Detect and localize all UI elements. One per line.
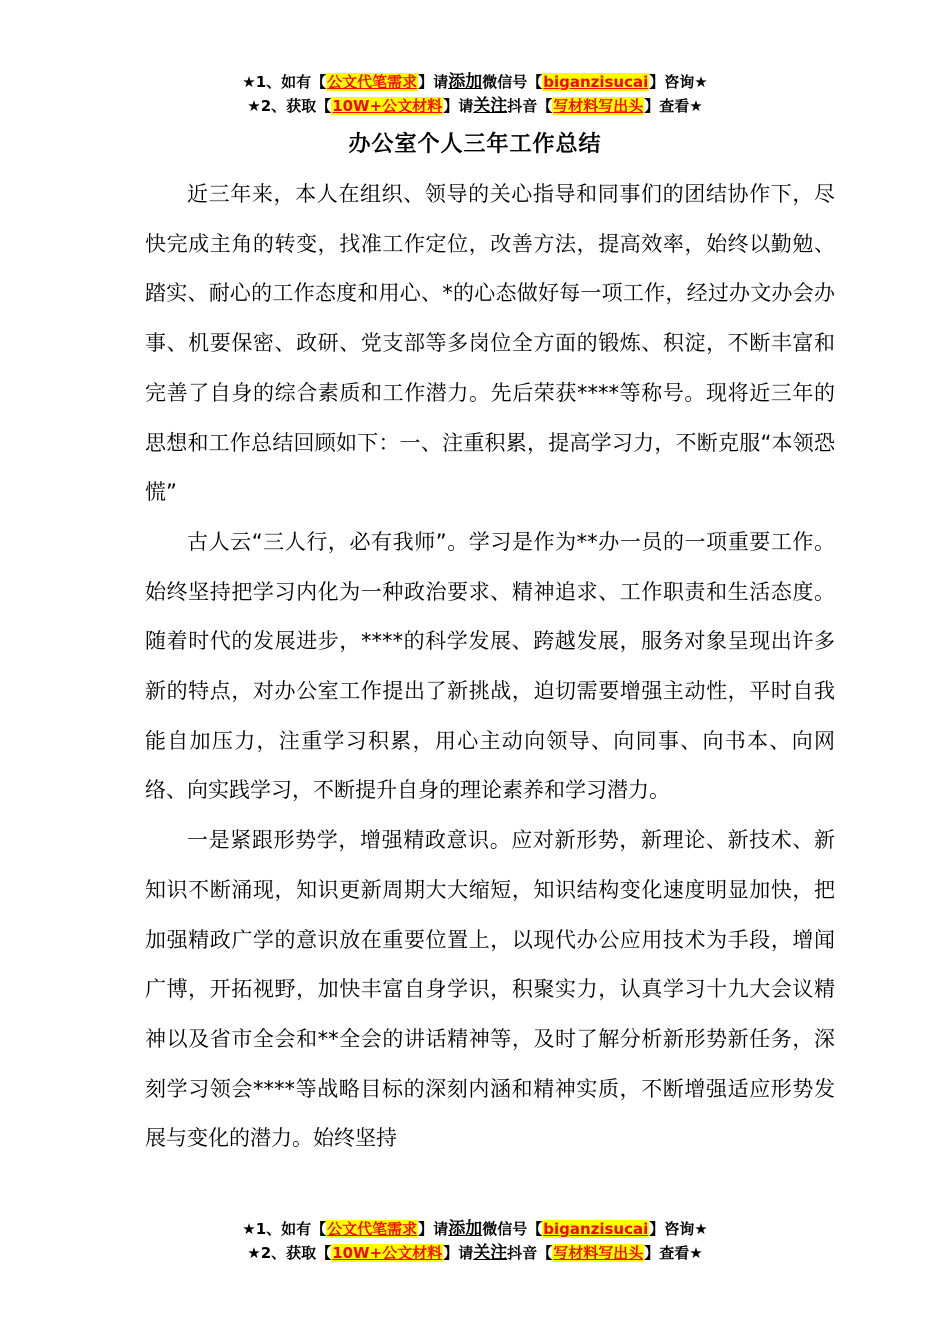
promo-line-2 — [0, 94, 950, 118]
promo-wechat-id: biganzisucai — [543, 73, 649, 91]
bottom-promo-banner — [0, 1217, 950, 1265]
promo-wechat-id: biganzisucai — [543, 1220, 649, 1238]
promo-text: 】请 — [418, 73, 449, 91]
promo-text: 】查看★ — [644, 1244, 703, 1262]
promo-douyin-id: 写材料写出头 — [553, 1244, 644, 1262]
top-promo-banner — [0, 70, 950, 118]
promo-text: 】查看★ — [644, 97, 703, 115]
promo-text: 微信号【 — [482, 1220, 543, 1238]
promo-highlight: 公文代笔需求 — [327, 1220, 418, 1238]
promo-line-1 — [0, 70, 950, 94]
paragraph: 古人云“三人行，必有我师”。学习是作为**办一员的一项重要工作。始终坚持把学习内化为一种政治要求、精神追求、工作职责和生活态度。随着时代的发展进步，****的科学发展、跨越发展，服务对象呈现出许多新的特点，对办公室工作提出了新挑战，迫切需要增强主动性，平时自我能自加压力，注重学习积累，用心主动向领导、向同事、向书本、向网络、向实践学习，不断提升自身的理论素养和学习潜力。 — [145, 529, 835, 803]
promo-text: ★1、如有【 — [242, 73, 327, 91]
promo-highlight: 公文代笔需求 — [327, 73, 418, 91]
promo-emphasis: 添加 — [448, 72, 483, 92]
promo-highlight: 10W+公文材料 — [332, 97, 443, 115]
document-body — [145, 170, 835, 1164]
promo-text: 抖音【 — [507, 97, 553, 115]
promo-text: 】咨询★ — [649, 73, 708, 91]
document-title: 办公室个人三年工作总结 — [348, 132, 602, 157]
promo-text: 抖音【 — [507, 1244, 553, 1262]
paragraph: 近三年来，本人在组织、领导的关心指导和同事们的团结协作下，尽快完成主角的转变，找准工作定位，改善方法，提高效率，始终以勤勉、踏实、耐心的工作态度和用心、*的心态做好每一项工作，经过办文办会办事、机要保密、政研、党支部等多岗位全方面的锻炼、积淀，不断丰富和完善了自身的综合素质和工作潜力。先后荣获****等称号。现将近三年的思想和工作总结回顾如下：一、注重积累，提高学习力，不断克服“本领恐慌” — [145, 182, 835, 505]
promo-line-1 — [0, 1217, 950, 1241]
promo-text: 微信号【 — [482, 73, 543, 91]
promo-highlight: 10W+公文材料 — [332, 1244, 443, 1262]
promo-text: ★2、获取【 — [247, 1244, 332, 1262]
paragraph: 一是紧跟形势学，增强精政意识。应对新形势，新理论、新技术、新知识不断涌现，知识更新周期大大缩短，知识结构变化速度明显加快，把加强精政广学的意识放在重要位置上，以现代办公应用技术为手段，增闻广博，开拓视野，加快丰富自身学识，积聚实力，认真学习十九大会议精神以及省市全会和**全会的讲话精神等，及时了解分析新形势新任务，深刻学习领会****等战略目标的深刻内涵和精神实质，不断增强适应形势发展与变化的潜力。始终坚持 — [145, 828, 835, 1151]
promo-line-2 — [0, 1241, 950, 1265]
promo-text: ★1、如有【 — [242, 1220, 327, 1238]
promo-text: 】请 — [443, 97, 474, 115]
promo-emphasis: 关注 — [473, 1243, 508, 1263]
promo-text: 】咨询★ — [649, 1220, 708, 1238]
promo-emphasis: 关注 — [473, 96, 508, 116]
promo-text: 】请 — [443, 1244, 474, 1262]
promo-douyin-id: 写材料写出头 — [553, 97, 644, 115]
promo-emphasis: 添加 — [448, 1219, 483, 1239]
promo-text: ★2、获取【 — [247, 97, 332, 115]
promo-text: 】请 — [418, 1220, 449, 1238]
